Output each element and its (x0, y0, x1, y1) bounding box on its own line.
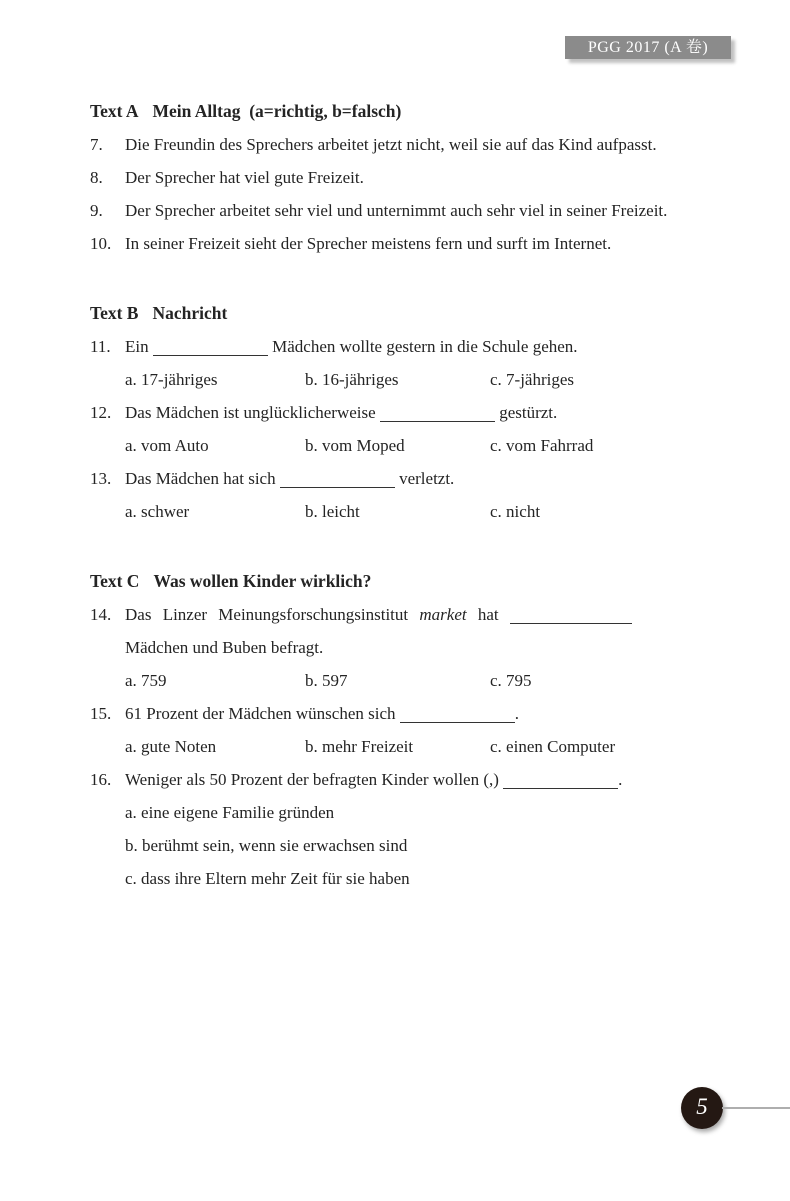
question-text-after: verletzt. (399, 469, 455, 488)
section-text-a (90, 95, 670, 260)
question-text-after: . (618, 770, 623, 789)
answer-blank (503, 776, 618, 789)
page-content (90, 95, 670, 895)
question-text-after: gestürzt. (499, 403, 558, 422)
question-text: In seiner Freizeit sieht der Sprecher meistens fern und surft im Internet. (125, 234, 612, 253)
answer-blank (400, 710, 515, 723)
option-c: c. nicht (490, 502, 541, 521)
option-c: c. 7-jähriges (490, 370, 575, 389)
italic-word: market (419, 605, 467, 624)
question-item (90, 128, 670, 161)
section-title: Nachricht (152, 303, 228, 323)
option-a: a. 759 (125, 671, 167, 690)
option-b: b. 16-jähriges (305, 370, 399, 389)
question-item (90, 598, 670, 664)
question-text (125, 330, 670, 363)
question-number: 8. (90, 168, 103, 187)
options-row (90, 664, 670, 697)
section-label: Text B (90, 303, 139, 323)
option-c: c. 795 (490, 671, 532, 690)
section-text-b (90, 297, 670, 528)
question-text: Die Freundin des Sprechers arbeitet jetzt nicht, weil sie auf das Kind aufpasst. (125, 135, 657, 154)
option-b: b. mehr Freizeit (305, 737, 414, 756)
section-title: Mein Alltag (a=richtig, b=falsch) (152, 101, 402, 121)
question-number: 9. (90, 201, 103, 220)
answer-blank (153, 343, 268, 356)
option-a: a. gute Noten (125, 737, 217, 756)
question-number: 16. (90, 770, 112, 789)
question-number: 15. (90, 704, 112, 723)
question-text (125, 462, 670, 495)
option-b: b. vom Moped (305, 436, 405, 455)
options-row (90, 495, 670, 528)
question-item (90, 396, 670, 429)
option-a: a. vom Auto (125, 436, 209, 455)
options-row (90, 429, 670, 462)
option-a: a. schwer (125, 502, 190, 521)
question-item (90, 194, 670, 227)
question-text: Der Sprecher arbeitet sehr viel und unternimmt auch sehr viel in seiner Freizeit. (125, 201, 668, 220)
option-a: a. eine eigene Familie gründen (125, 803, 335, 822)
section-heading (90, 297, 670, 330)
section-title: Was wollen Kinder wirklich? (153, 571, 372, 591)
section-heading (90, 95, 670, 128)
question-item (90, 227, 670, 260)
question-text-before: Das Linzer Meinungsforschungsinstitut (125, 605, 409, 624)
footer-rule-line (722, 1107, 790, 1109)
question-number: 7. (90, 135, 103, 154)
option-a: a. 17-jähriges (125, 370, 218, 389)
question-number: 11. (90, 337, 111, 356)
option-b: b. 597 (305, 671, 348, 690)
options-stacked (90, 796, 670, 895)
options-row (90, 730, 670, 763)
question-text-after: Mädchen wollte gestern in die Schule gehen. (272, 337, 578, 356)
question-item (90, 697, 670, 730)
question-text (125, 598, 670, 664)
question-text: Der Sprecher hat viel gute Freizeit. (125, 168, 364, 187)
question-item (90, 462, 670, 495)
question-item (90, 161, 670, 194)
question-text-line2: Mädchen und Buben befragt. (125, 638, 324, 657)
header-badge: PGG 2017 (A 卷) (565, 36, 731, 59)
question-text-line1 (125, 605, 632, 624)
question-text-before: Weniger als 50 Prozent der befragten Kinder wollen (,) (125, 770, 499, 789)
question-text-mid: hat (477, 605, 499, 624)
question-text-after: . (514, 704, 520, 723)
question-text-before: Ein (125, 337, 149, 356)
section-label: Text C (90, 571, 140, 591)
question-item (90, 330, 670, 363)
question-item (90, 763, 670, 796)
page-number-badge: 5 (681, 1087, 723, 1129)
section-heading (90, 565, 670, 598)
question-text (125, 763, 670, 796)
section-text-c (90, 565, 670, 895)
option-b: b. berühmt sein, wenn sie erwachsen sind (125, 836, 408, 855)
question-text-before: Das Mädchen hat sich (125, 469, 276, 488)
option-c: c. vom Fahrrad (490, 436, 594, 455)
answer-blank (510, 611, 632, 624)
answer-blank (380, 409, 495, 422)
option-b: b. leicht (305, 502, 360, 521)
question-text (125, 697, 670, 730)
question-number: 10. (90, 234, 112, 253)
question-number: 12. (90, 403, 112, 422)
question-text-before: Das Mädchen ist unglücklicherweise (125, 403, 376, 422)
question-number: 14. (90, 605, 112, 624)
question-number: 13. (90, 469, 112, 488)
question-text-before: 61 Prozent der Mädchen wünschen sich (125, 704, 396, 723)
section-label: Text A (90, 101, 139, 121)
option-c: c. dass ihre Eltern mehr Zeit für sie haben (125, 869, 410, 888)
options-row (90, 363, 670, 396)
question-text (125, 396, 670, 429)
answer-blank (280, 475, 395, 488)
option-c: c. einen Computer (490, 737, 616, 756)
